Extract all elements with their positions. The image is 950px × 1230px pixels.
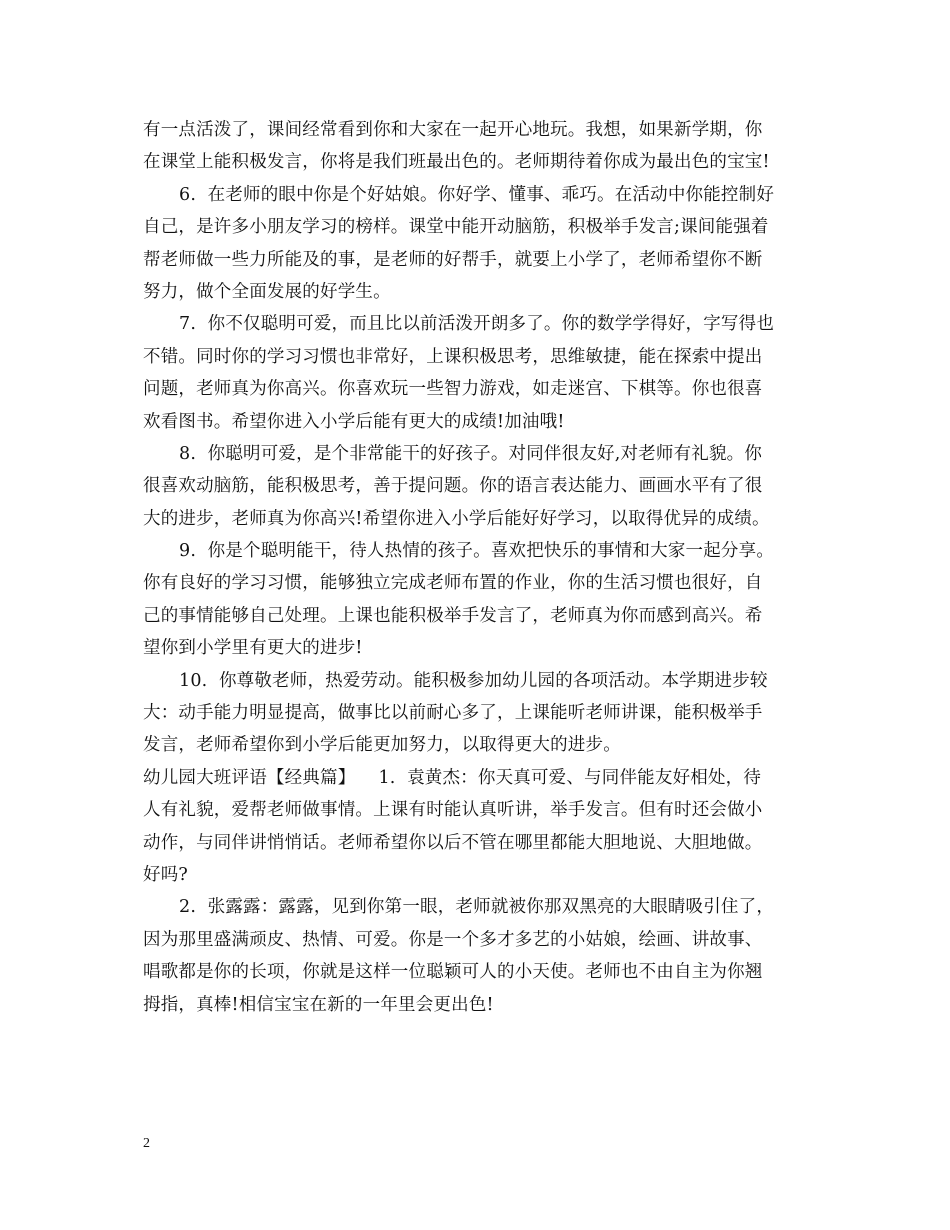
text-line: 问题，老师真为你高兴。你喜欢玩一些智力游戏，如走迷宫、下棋等。你也很喜: [143, 379, 763, 400]
text-line: 有一点活泼了，课间经常看到你和大家在一起开心地玩。我想，如果新学期，你: [143, 120, 763, 140]
page-number: 2: [143, 1136, 150, 1151]
text-line: 10. 你尊敬老师，热爱劳动。能积极参加幼儿园的各项活动。本学期进步较: [179, 670, 768, 691]
text-line: 大的进步，老师真为你高兴!希望你进入小学后能好好学习，以取得优异的成绩。: [143, 508, 770, 529]
text-line: 2. 张露露：露露，见到你第一眼，老师就被你那双黑亮的大眼睛吸引住了，: [179, 897, 775, 918]
text-line: 在课堂上能积极发言，你将是我们班最出色的。老师期待着你成为最出色的宝宝!: [143, 152, 770, 173]
text-line: 8. 你聪明可爱，是个非常能干的好孩子。对同伴很友好,对老师有礼貌。你: [179, 443, 763, 464]
text-line: 6. 在老师的眼中你是个好姑娘。你好学、懂事、乖巧。在活动中你能控制好: [179, 184, 775, 205]
text-line: 你有良好的学习习惯，能够独立完成老师布置的作业，你的生活习惯也很好，自: [143, 573, 763, 594]
text-line: 因为那里盛满顽皮、热情、可爱。你是一个多才多艺的小姑娘，绘画、讲故事、: [143, 929, 763, 950]
text-line: 人有礼貌，爱帮老师做事情。上课有时能认真听讲，举手发言。但有时还会做小: [143, 800, 763, 821]
text-line: 幼儿园大班评语【经典篇】 1. 袁黄杰：你天真可爱、与同伴能友好相处，待: [143, 767, 762, 788]
text-line: 发言，老师希望你到小学后能更加努力，以取得更大的进步。: [143, 735, 621, 756]
text-line: 9. 你是个聪明能干，待人热情的孩子。喜欢把快乐的事情和大家一起分享。: [179, 541, 775, 562]
text-line: 己的事情能够自己处理。上课也能积极举手发言了，老师真为你而感到高兴。希: [143, 605, 763, 626]
document-body: [143, 114, 811, 1021]
text-line: 欢看图书。希望你进入小学后能有更大的成绩!加油哦!: [143, 411, 565, 432]
text-line: 不错。同时你的学习习惯也非常好，上课积极思考，思维敏捷，能在探索中提出: [143, 346, 763, 367]
text-line: 努力，做个全面发展的好学生。: [143, 281, 391, 302]
text-line: 拇指，真棒!相信宝宝在新的一年里会更出色!: [143, 994, 494, 1015]
text-line: 帮老师做一些力所能及的事，是老师的好帮手，就要上小学了，老师希望你不断: [143, 249, 763, 270]
text-line: 动作，与同伴讲悄悄话。老师希望你以后不管在哪里都能大胆地说、大胆地做。: [143, 832, 763, 853]
text-line: 大：动手能力明显提高，做事比以前耐心多了，上课能听老师讲课，能积极举手: [143, 703, 763, 724]
text-line: 7. 你不仅聪明可爱，而且比以前活泼开朗多了。你的数学学得好，字写得也: [179, 314, 775, 335]
text-line: 好吗?: [143, 864, 188, 885]
text-line: 自己，是许多小朋友学习的榜样。课堂中能开动脑筋，积极举手发言;课间能强着: [143, 217, 769, 238]
text-line: 望你到小学里有更大的进步!: [143, 638, 363, 659]
text-line: 很喜欢动脑筋，能积极思考，善于提问题。你的语言表达能力、画画水平有了很: [143, 476, 763, 497]
text-line: 唱歌都是你的长项，你就是这样一位聪颖可人的小天使。老师也不由自主为你翘: [143, 962, 763, 983]
